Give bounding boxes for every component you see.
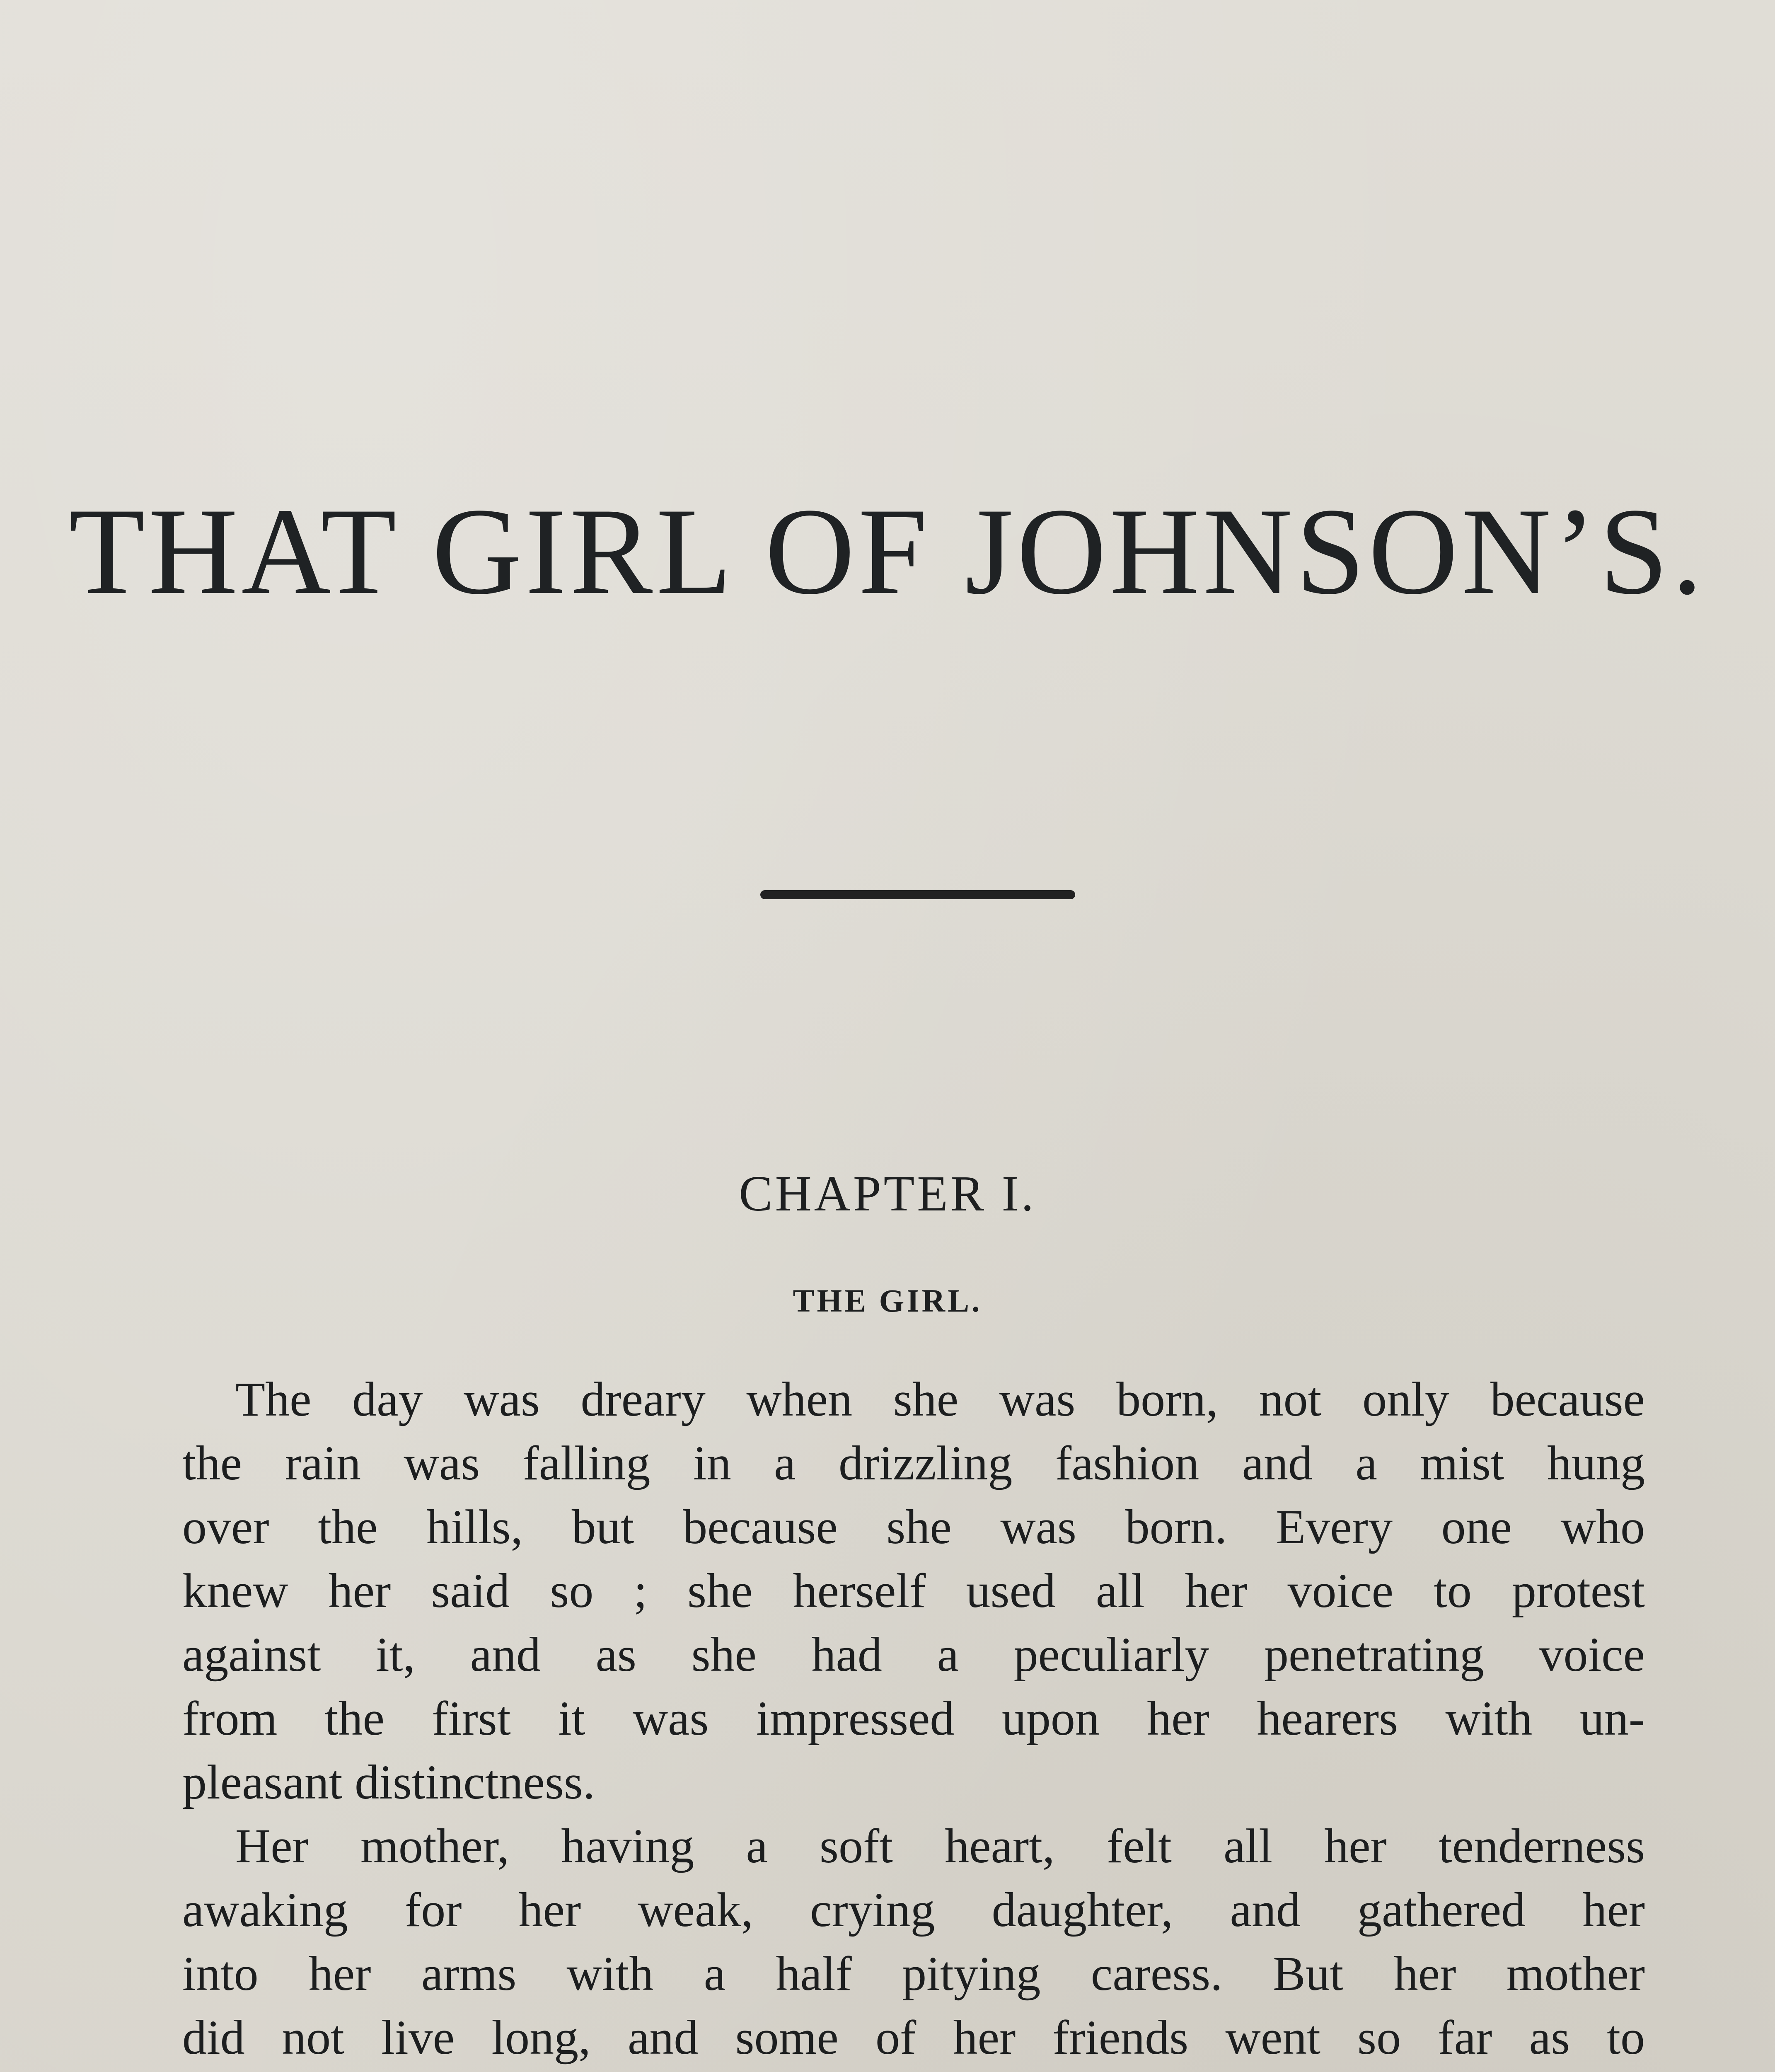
text-line: the rain was falling in a drizzling fashion and a mist hung	[182, 1436, 1645, 1490]
text-line: awaking for her weak, crying daughter, and gathered her	[182, 1883, 1645, 1937]
text-line: Her mother, having a soft heart, felt all her tenderness	[235, 1819, 1645, 1873]
book-title: THAT GIRL OF JOHNSON’S.	[69, 482, 1706, 620]
text-line: pleasant distinctness.	[182, 1755, 595, 1809]
chapter-title: THE GIRL.	[793, 1283, 982, 1319]
text-line: did not live long, and some of her friends went so far as to	[182, 2010, 1645, 2065]
chapter-heading: CHAPTER I.	[739, 1166, 1036, 1222]
text-line: from the first it was impressed upon her hearers with un-	[182, 1691, 1645, 1745]
title-divider	[760, 890, 1075, 899]
text-line: into her arms with a half pitying caress. But her mother	[182, 1946, 1645, 2001]
text-line: against it, and as she had a peculiarly penetrating voice	[182, 1627, 1645, 1682]
text-line: over the hills, but because she was born. Every one who	[182, 1500, 1645, 1554]
text-line: The day was dreary when she was born, not only because	[235, 1372, 1645, 1426]
text-line: knew her said so ; she herself used all her voice to protest	[182, 1564, 1645, 1618]
